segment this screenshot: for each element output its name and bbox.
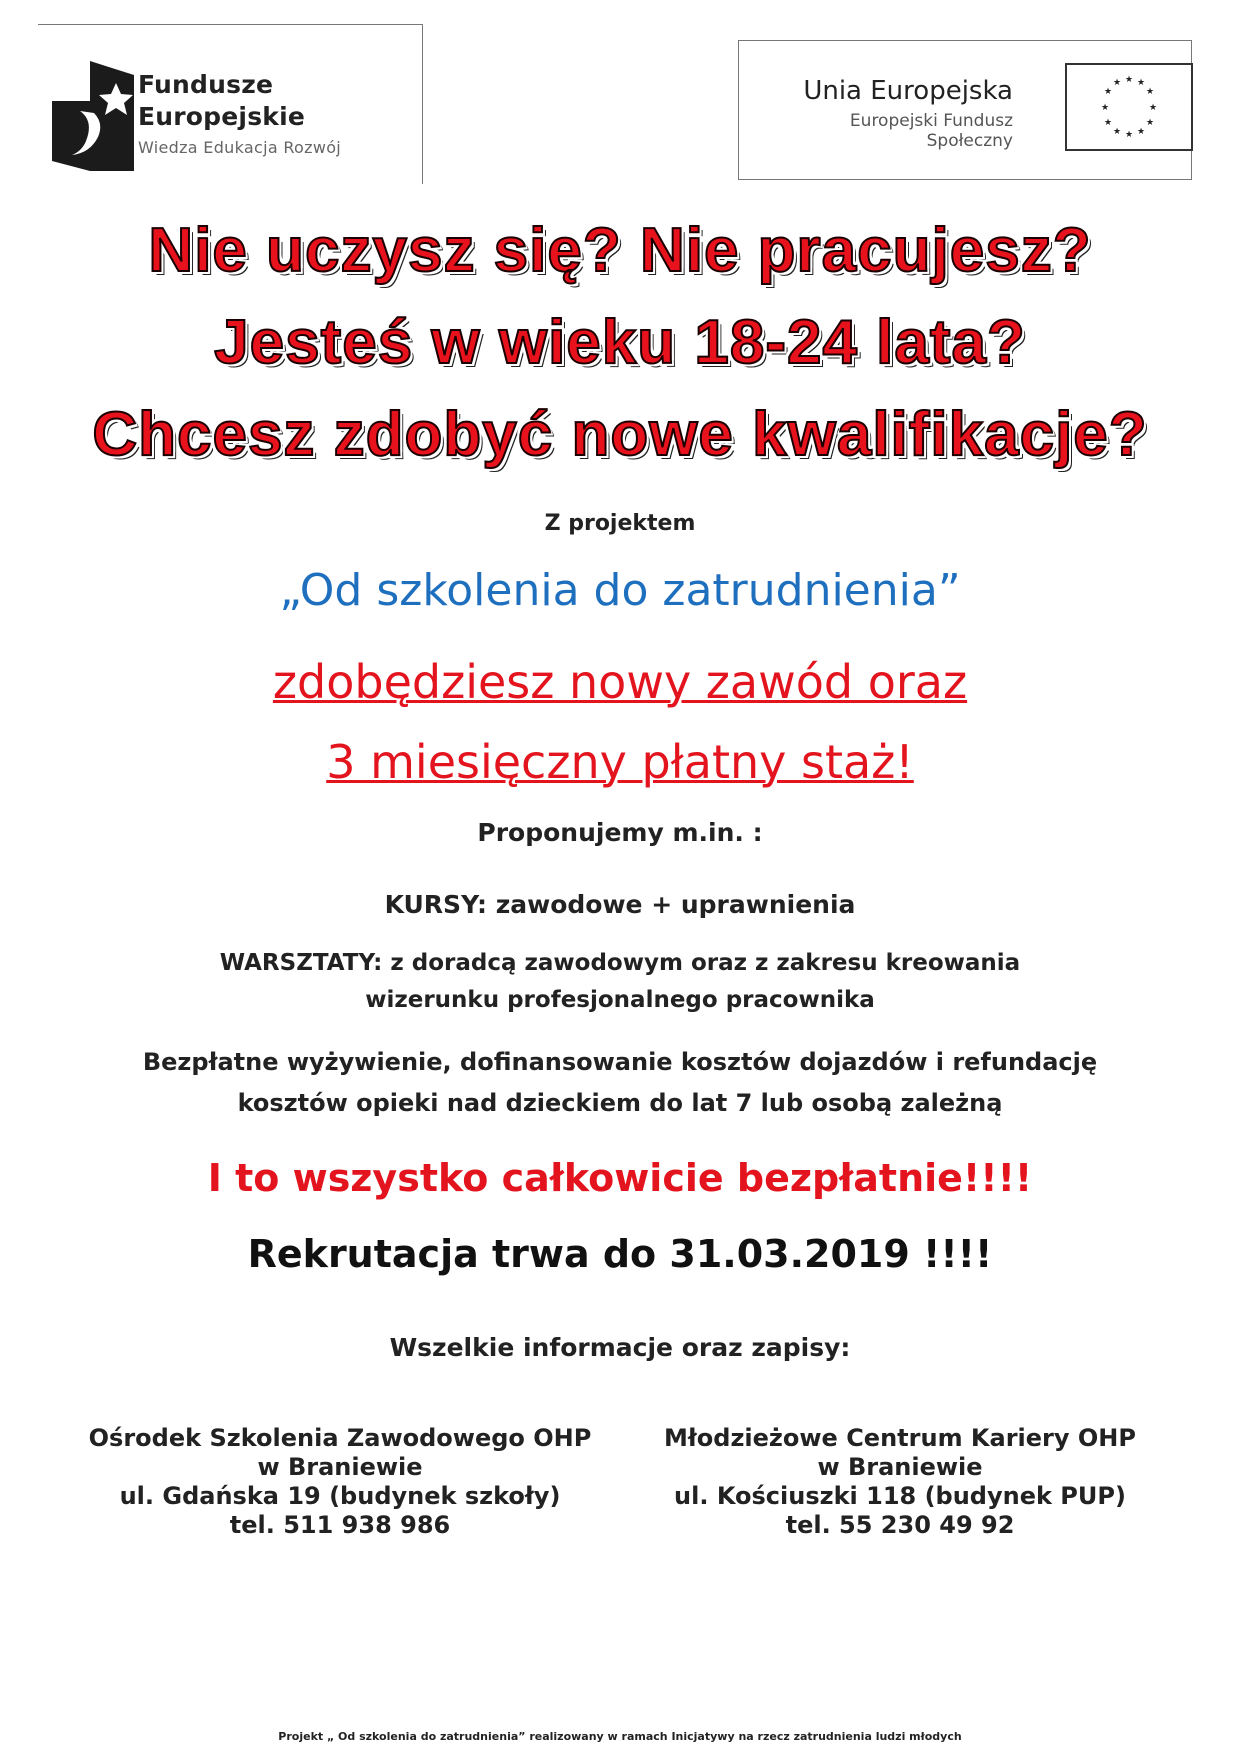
footer-note: Projekt „ Od szkolenia do zatrudnienia” realizowany w ramach Inicjatywy na rzecz zatrudnienia ludzi młodych <box>278 1730 962 1743</box>
svg-text:★: ★ <box>1145 87 1155 97</box>
svg-text:★: ★ <box>1100 103 1110 113</box>
contact-address: ul. Kościuszki 118 (budynek PUP) <box>674 1482 1126 1510</box>
fe-subtitle: Wiedza Edukacja Rozwój <box>138 138 342 157</box>
contact-phone: tel. 511 938 986 <box>229 1511 451 1539</box>
contact-name: Młodzieżowe Centrum Kariery OHP <box>664 1424 1136 1452</box>
svg-text:★: ★ <box>1103 87 1113 97</box>
recruitment-deadline: Rekrutacja trwa do 31.03.2019 !!!! <box>247 1232 993 1276</box>
headline <box>0 205 1240 481</box>
fundusze-europejskie-text <box>138 69 341 157</box>
support-text: Bezpłatne wyżywienie, dofinansowanie kosztów dojazdów i refundację kosztów opieki nad dzieckiem do lat 7 lub osobą zależną <box>142 1048 1098 1117</box>
svg-text:★: ★ <box>1148 103 1158 113</box>
fundusze-europejskie-logo <box>38 24 423 184</box>
contact-block-left <box>60 1424 620 1540</box>
contact-block-right <box>620 1424 1180 1540</box>
eu-stars-flag-icon <box>1065 63 1193 151</box>
contact-phone: tel. 55 230 49 92 <box>785 1511 1015 1539</box>
headline-line-2: Jesteś w wieku 18-24 lata? <box>214 308 1026 377</box>
svg-text:★: ★ <box>1112 78 1122 88</box>
intro-text: Z projektem <box>544 511 696 536</box>
workshops-text: WARSZTATY: z doradcą zawodowym oraz z zakresu kreowania wizerunku profesjonalnego pracownika <box>219 950 1021 1013</box>
ue-title: Unia Europejska <box>803 76 1013 106</box>
headline-line-1: Nie uczysz się? Nie pracujesz? <box>148 216 1092 285</box>
svg-text:★: ★ <box>1112 127 1122 137</box>
contact-city: w Braniewie <box>817 1453 983 1481</box>
fundusze-europejskie-icon <box>50 53 146 171</box>
svg-text:★: ★ <box>1136 78 1146 88</box>
unia-europejska-text <box>761 75 1013 151</box>
benefit-line-2: 3 miesięczny płatny staż! <box>326 735 914 789</box>
contact-name: Ośrodek Szkolenia Zawodowego OHP <box>88 1424 592 1452</box>
fe-title-line2: Europejskie <box>138 102 306 131</box>
unia-europejska-logo <box>738 40 1192 180</box>
free-note: I to wszystko całkowicie bezpłatnie!!!! <box>207 1156 1033 1200</box>
benefit-line-1: zdobędziesz nowy zawód oraz <box>272 655 968 709</box>
svg-text:★: ★ <box>1136 127 1146 137</box>
offer-heading: Proponujemy m.in. : <box>477 818 763 847</box>
svg-text:★: ★ <box>1145 118 1155 128</box>
info-heading: Wszelkie informacje oraz zapisy: <box>389 1333 851 1362</box>
svg-text:★: ★ <box>1124 130 1134 140</box>
svg-text:★: ★ <box>1103 118 1113 128</box>
project-name: „Od szkolenia do zatrudnienia” <box>279 565 961 616</box>
contact-address: ul. Gdańska 19 (budynek szkoły) <box>119 1482 561 1510</box>
contact-city: w Braniewie <box>257 1453 423 1481</box>
headline-line-3: Chcesz zdobyć nowe kwalifikacje? <box>92 400 1148 469</box>
ue-subtitle: Europejski Fundusz Społeczny <box>849 111 1013 151</box>
svg-text:★: ★ <box>1124 75 1134 85</box>
fe-title-line1: Fundusze <box>138 70 274 99</box>
courses-text: KURSY: zawodowe + uprawnienia <box>384 890 856 919</box>
